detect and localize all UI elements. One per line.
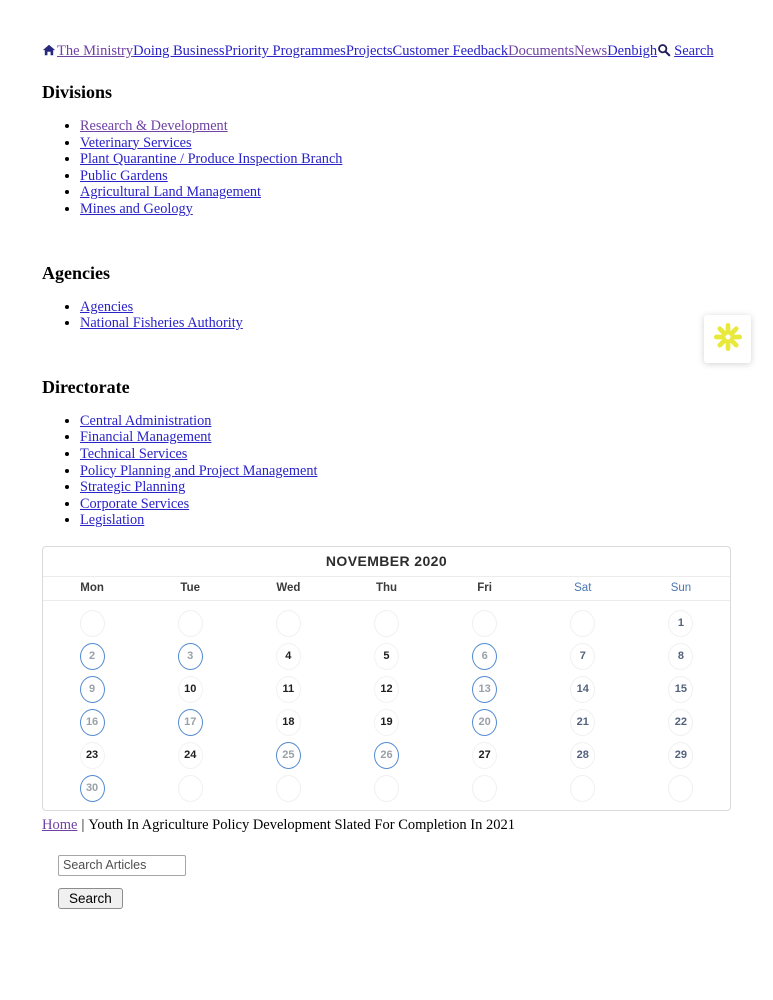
calendar-day-empty [374, 610, 399, 637]
calendar-day-empty [374, 775, 399, 802]
nav-label: Documents [508, 43, 575, 59]
search-input[interactable] [58, 855, 186, 876]
calendar-cell [534, 772, 632, 805]
calendar-cell [632, 706, 730, 739]
calendar-cell [436, 772, 534, 805]
breadcrumb-home-link[interactable]: Home [42, 816, 78, 833]
calendar-grid [43, 601, 730, 810]
calendar-cell [239, 607, 337, 640]
list-item [80, 168, 731, 185]
calendar-cell [337, 772, 435, 805]
top-nav [42, 43, 731, 60]
calendar-day-10[interactable]: 10 [178, 676, 203, 703]
calendar-day-7[interactable]: 7 [570, 643, 595, 670]
article-search-form [58, 855, 731, 909]
calendar-cell [239, 706, 337, 739]
breadcrumb [42, 817, 731, 834]
link-strategic-planning[interactable]: Strategic Planning [80, 479, 186, 496]
calendar-day-12[interactable]: 12 [374, 676, 399, 703]
calendar-day-15[interactable]: 15 [668, 676, 693, 703]
calendar-cell [436, 739, 534, 772]
calendar-day-empty [472, 775, 497, 802]
calendar-day-27[interactable]: 27 [472, 742, 497, 769]
weekday-wed: Wed [276, 582, 301, 595]
list-item [80, 429, 731, 446]
list-item [80, 512, 731, 529]
section-heading-directorate: Directorate [42, 376, 130, 397]
calendar-day-empty [80, 610, 105, 637]
calendar-cell [141, 706, 239, 739]
list-item [80, 184, 731, 201]
floating-widget[interactable] [704, 315, 751, 363]
calendar-widget [42, 546, 731, 811]
calendar-cell [337, 640, 435, 673]
weekday-tue: Tue [180, 582, 200, 595]
calendar-cell [141, 640, 239, 673]
list-item [80, 479, 731, 496]
link-legislation[interactable]: Legislation [80, 512, 145, 529]
calendar-day-empty [178, 775, 203, 802]
calendar-day-3[interactable]: 3 [178, 643, 203, 670]
link-financial-management[interactable]: Financial Management [80, 429, 212, 446]
link-agencies[interactable]: Agencies [80, 298, 134, 315]
calendar-cell [141, 607, 239, 640]
calendar-title: NOVEMBER 2020 [43, 547, 730, 577]
calendar-day-empty [570, 775, 595, 802]
list-item [80, 315, 731, 332]
calendar-day-14[interactable]: 14 [570, 676, 595, 703]
link-technical-services[interactable]: Technical Services [80, 445, 188, 462]
calendar-day-2[interactable]: 2 [80, 643, 105, 670]
calendar-cell [632, 673, 730, 706]
calendar-cell [534, 673, 632, 706]
nav-label: Search [674, 43, 714, 59]
calendar-cell [141, 772, 239, 805]
calendar-day-30[interactable]: 30 [80, 775, 105, 802]
home-icon [42, 43, 56, 60]
calendar-cell [436, 607, 534, 640]
calendar-cell [141, 673, 239, 706]
list-item [80, 413, 731, 430]
calendar-day-28[interactable]: 28 [570, 742, 595, 769]
weekday-thu: Thu [375, 582, 398, 595]
calendar-day-25[interactable]: 25 [276, 742, 301, 769]
calendar-cell [632, 739, 730, 772]
calendar-day-26[interactable]: 26 [374, 742, 399, 769]
list-item [80, 151, 731, 168]
calendar-day-empty [276, 610, 301, 637]
calendar-cell [337, 706, 435, 739]
calendar-cell [337, 607, 435, 640]
weekday-sun: Sun [670, 582, 692, 595]
section-list-divisions [42, 118, 731, 218]
nav-link-denbigh[interactable] [607, 43, 657, 59]
calendar-day-19[interactable]: 19 [374, 709, 399, 736]
calendar-cell [43, 607, 141, 640]
page-title: Youth In Agriculture Policy Development Slated For Completion In 2021 [88, 816, 515, 833]
nav-label: Doing Business [133, 43, 225, 59]
section-list-agencies [42, 299, 731, 332]
calendar-day-empty [276, 775, 301, 802]
nav-label: Priority Programmes [224, 43, 346, 59]
nav-label: News [574, 43, 608, 59]
calendar-day-9[interactable]: 9 [80, 676, 105, 703]
sections [42, 82, 731, 529]
nav-link-customer-feedback[interactable] [393, 43, 509, 59]
nav-label: Customer Feedback [392, 43, 509, 59]
calendar-cell [239, 739, 337, 772]
link-central-administration[interactable]: Central Administration [80, 412, 212, 429]
link-national-fisheries-authority[interactable]: National Fisheries Authority [80, 315, 243, 332]
calendar-cell [436, 706, 534, 739]
calendar-day-23[interactable]: 23 [80, 742, 105, 769]
calendar-cell [534, 706, 632, 739]
nav-label: Denbigh [607, 43, 658, 59]
calendar-day-21[interactable]: 21 [570, 709, 595, 736]
list-item [80, 201, 731, 218]
calendar-cell [534, 607, 632, 640]
section-heading-divisions: Divisions [42, 82, 113, 102]
calendar-day-20[interactable]: 20 [472, 709, 497, 736]
nav-link-documents[interactable] [508, 43, 574, 59]
link-corporate-services[interactable]: Corporate Services [80, 495, 190, 512]
calendar-day-16[interactable]: 16 [80, 709, 105, 736]
link-research-development[interactable]: Research & Development [80, 118, 228, 134]
calendar-day-8[interactable]: 8 [668, 643, 693, 670]
list-item [80, 135, 731, 152]
calendar-cell [43, 673, 141, 706]
calendar-day-29[interactable]: 29 [668, 742, 693, 769]
link-mines-and-geology[interactable]: Mines and Geology [80, 200, 193, 217]
nav-link-news[interactable] [574, 43, 607, 59]
weekday-sat: Sat [574, 582, 592, 595]
link-policy-planning-and-project-management[interactable]: Policy Planning and Project Management [80, 462, 318, 479]
calendar-cell [43, 739, 141, 772]
list-item [80, 118, 731, 135]
list-item [80, 463, 731, 480]
nav-link-the-ministry[interactable] [42, 43, 133, 59]
calendar-cell [436, 640, 534, 673]
calendar-cell [43, 640, 141, 673]
nav-link-priority-programmes[interactable] [225, 43, 346, 59]
calendar-cell [632, 772, 730, 805]
section-heading-agencies: Agencies [42, 262, 110, 283]
nav-label: The Ministry [57, 43, 134, 59]
calendar-day-empty [668, 775, 693, 802]
section-list-directorate [42, 413, 731, 529]
calendar-day-1[interactable]: 1 [668, 610, 693, 637]
list-item [80, 299, 731, 316]
asterisk-icon [713, 322, 743, 357]
calendar-day-empty [178, 610, 203, 637]
calendar-day-5[interactable]: 5 [374, 643, 399, 670]
calendar-cell [239, 673, 337, 706]
calendar-cell [239, 640, 337, 673]
calendar-day-6[interactable]: 6 [472, 643, 497, 670]
link-veterinary-services[interactable]: Veterinary Services [80, 134, 192, 151]
calendar-cell [436, 673, 534, 706]
calendar-day-empty [570, 610, 595, 637]
list-item [80, 446, 731, 463]
calendar-day-13[interactable]: 13 [472, 676, 497, 703]
calendar-weekdays [43, 577, 730, 601]
breadcrumb-separator: | [81, 816, 85, 833]
calendar-cell [43, 706, 141, 739]
calendar-cell [632, 640, 730, 673]
calendar-cell [337, 739, 435, 772]
calendar-cell [239, 772, 337, 805]
calendar-cell [632, 607, 730, 640]
nav-link-search[interactable] [657, 43, 713, 59]
calendar-cell [534, 640, 632, 673]
nav-label: Projects [345, 43, 393, 59]
calendar-day-24[interactable]: 24 [178, 742, 203, 769]
search-icon [657, 43, 671, 60]
list-item [80, 496, 731, 513]
calendar-day-4[interactable]: 4 [276, 643, 301, 670]
calendar-day-empty [472, 610, 497, 637]
link-agricultural-land-management[interactable]: Agricultural Land Management [80, 184, 262, 201]
link-plant-quarantine-produce-inspection-branch[interactable]: Plant Quarantine / Produce Inspection Branch [80, 151, 343, 168]
calendar-cell [43, 772, 141, 805]
calendar-cell [141, 739, 239, 772]
weekday-fri: Fri [477, 582, 492, 595]
calendar-cell [534, 739, 632, 772]
calendar-day-18[interactable]: 18 [276, 709, 301, 736]
calendar-day-11[interactable]: 11 [276, 676, 301, 703]
calendar-day-22[interactable]: 22 [668, 709, 693, 736]
nav-link-projects[interactable] [346, 43, 393, 59]
calendar-cell [337, 673, 435, 706]
weekday-mon: Mon [80, 582, 104, 595]
calendar-day-17[interactable]: 17 [178, 709, 203, 736]
link-public-gardens[interactable]: Public Gardens [80, 167, 168, 184]
nav-link-doing-business[interactable] [133, 43, 224, 59]
search-button[interactable]: Search [58, 888, 123, 909]
